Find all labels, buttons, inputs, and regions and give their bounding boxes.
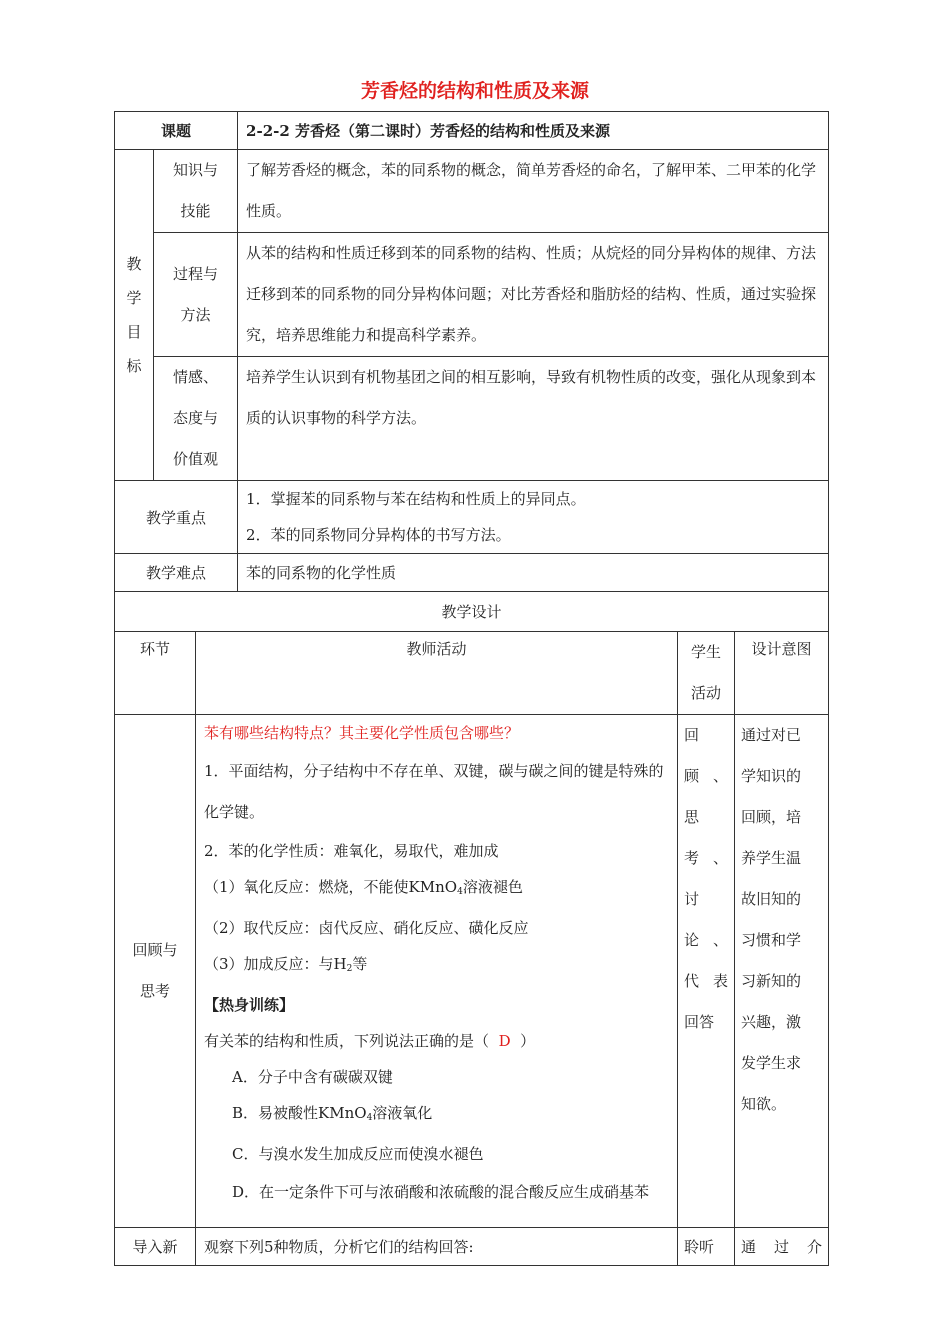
intro-row [115,1228,829,1266]
review-row [115,715,829,1228]
key-points-row [115,481,829,554]
course-label: 课题 [115,112,238,150]
answer-mark: D [498,1032,511,1050]
key-point-item: 2．苯的同系物同分异构体的书写方法。 [246,526,511,544]
objective-text-knowledge: 了解芳香烃的概念，苯的同系物的概念，简单芳香烃的命名，了解甲苯、二甲苯的化学性质。 [238,150,829,233]
objective-label-process: 过程与 方法 [154,233,238,357]
objective-row-process [115,233,829,357]
page-title: 芳香烃的结构和性质及来源 [360,80,589,102]
review-point-3: （1）氧化反应：燃烧，不能使KMnO$_4$溶液褪色 [204,878,523,897]
objective-label-knowledge: 知识与 技能 [154,150,238,233]
review-teacher-activity [196,715,678,1228]
objectives-group-label: 教 学 目 标 [115,150,154,481]
intro-design-intent: 通 过 介 [735,1228,829,1266]
intro-stage: 导入新 [115,1228,196,1266]
objective-label-attitude: 情感、 态度与 价值观 [154,357,238,481]
intro-student-activity: 聆听 [678,1228,735,1266]
review-design-intent: 通过对已 学知识的 回顾，培 养学生温 故旧知的 习惯和学 习新知的 兴趣，激 发学生求 知欲。 [735,715,829,1228]
column-intent: 设计意图 [735,632,829,715]
option-c: C．与溴水发生加成反应而使溴水褪色 [232,1145,484,1163]
column-student: 学生 活动 [678,632,735,715]
option-a: A．分子中含有碳碳双键 [232,1068,393,1086]
difficulty-text: 苯的同系物的化学性质 [238,554,829,592]
objective-row-attitude [115,357,829,481]
review-stage: 回顾与 思考 [115,715,196,1228]
objective-row-knowledge [115,150,829,233]
objective-text-process: 从苯的结构和性质迁移到苯的同系物的结构、性质；从烷烃的同分异构体的规律、方法迁移到苯的同系物的同分异构体问题；对比芳香烃和脂肪烃的结构、性质，通过实验探究，培养思维能力和提高科学素养。 [238,233,829,357]
lesson-plan-table [114,111,829,1266]
review-point-5: （3）加成反应：与$H_2$等 [204,955,368,974]
column-teacher: 教师活动 [196,632,678,715]
design-columns-row [115,632,829,715]
warmup-question: 有关苯的结构和性质，下列说法正确的是（ D ） [204,1032,536,1050]
design-heading-row [115,592,829,632]
option-d: D．在一定条件下可与浓硝酸和浓硫酸的混合酸反应生成硝基苯 [232,1183,650,1201]
intro-teacher-activity: 观察下列5种物质，分析它们的结构回答: [196,1228,678,1266]
course-value: 2-2-2 芳香烃（第二课时）芳香烃的结构和性质及来源 [238,112,829,150]
review-point-4: （2）取代反应：卤代反应、硝化反应、磺化反应 [204,919,529,937]
objective-text-attitude: 培养学生认识到有机物基团之间的相互影响，导致有机物性质的改变，强化从现象到本质的认识事物的科学方法。 [238,357,829,481]
column-stage: 环节 [115,632,196,715]
design-heading: 教学设计 [115,592,829,632]
review-point-1: 1．平面结构，分子结构中不存在单、双键，碳与碳之间的键是特殊的化学键。 [204,762,664,821]
review-point-2: 2．苯的化学性质：难氧化，易取代，难加成 [204,842,499,860]
difficulty-row [115,554,829,592]
key-point-item: 1．掌握苯的同系物与苯在结构和性质上的异同点。 [246,490,586,508]
warmup-heading: 【热身训练】 [204,996,295,1014]
key-points-label: 教学重点 [115,481,238,554]
review-student-activity: 回 顾 、 思 考 、 讨 论 、 代 表 回答 [678,715,735,1228]
key-points-list [238,481,829,554]
course-row [115,112,829,150]
review-question: 苯有哪些结构特点？其主要化学性质包含哪些？ [204,724,520,742]
option-b: B．易被酸性KMnO$_4$溶液氧化 [232,1104,433,1123]
difficulty-label: 教学难点 [115,554,238,592]
